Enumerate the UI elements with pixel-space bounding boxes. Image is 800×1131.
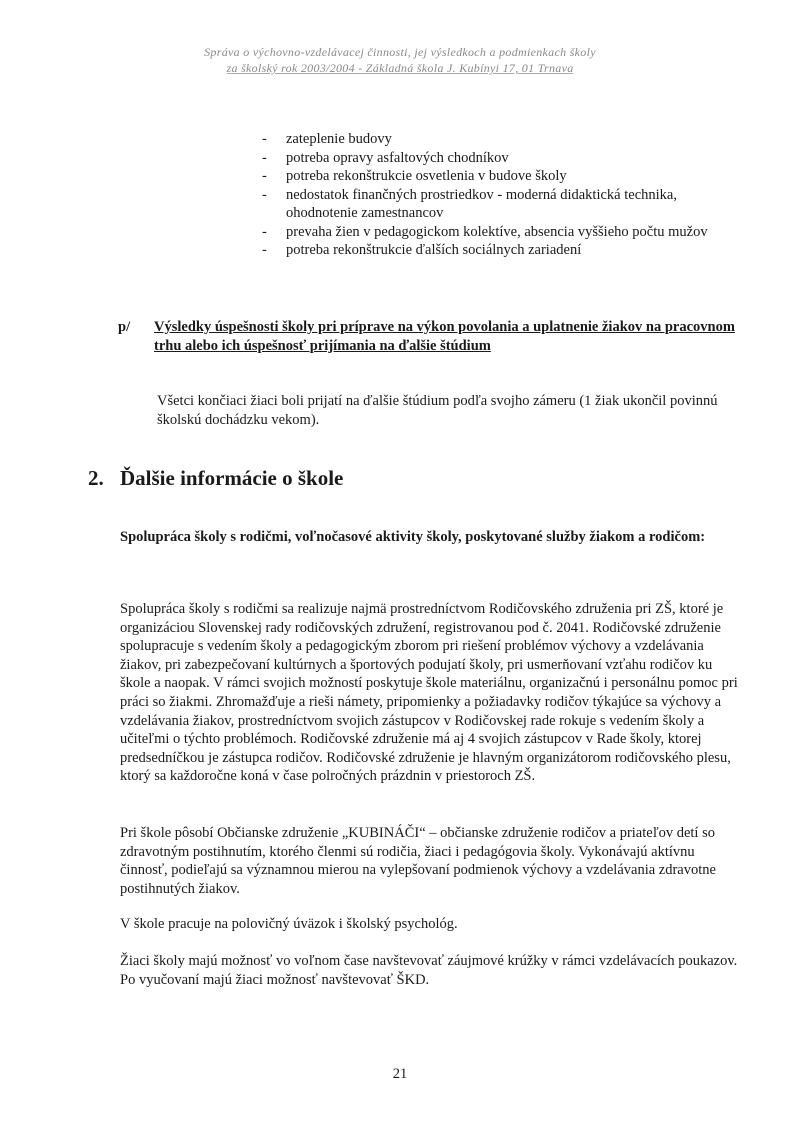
paragraph: Pri škole pôsobí Občianske združenie „KUBINÁČI“ – občianske združenie rodičov a priateľov detí so zdravotným postihnutím, ktorého členmi sú rodičia, žiaci i pedagógovia školy. Vykonávajú aktívnu činnosť, podieľajú sa významnou mierou na vylepšovaní podmienok výchovy a vzdelávania zdravotne postihnutých žiakov. bbox=[120, 825, 716, 897]
list-item: - potreba opravy asfaltových chodníkov bbox=[262, 149, 742, 168]
running-header bbox=[120, 44, 680, 76]
list-item: - potreba rekonštrukcie ďalších sociálnych zariadení bbox=[262, 241, 742, 260]
paragraph: Spolupráca školy s rodičmi sa realizuje najmä prostredníctvom Rodičovského združenia pri ZŠ, ktoré je organizáciou Slovenskej rady rodičovských združení, registrovanou pod č. 2041. Rodičovské združenie spolupracuje s vedením školy a pedagogickým zborom pri riešení problémov výchovy a vzdelávania žiakov, pri zabezpečovaní kultúrnych a športových podujatí školy, pri usmerňovaní vzťahu rodičov ku škole a naopak. V rámci svojich možností poskytuje škole materiálnu, organizačnú i personálnu pomoc pri práci so žiakmi. Zhromažďuje a rieši námety, pripomienky a požiadavky rodičov týkajúce sa výchovy a vzdelávania žiakov, prostredníctvom svojich zástupcov v Rodičovskej rade rokuje s vedením školy a učiteľmi o týchto problémoch. Rodičovské združenie má aj 4 svojich zástupcov v Rade školy, ktorej predsedníčkou je zástupca rodičov. Rodičovské združenie je hlavným organizátorom rodičovského plesu, ktorý sa každoročne koná v čase polročných prázdnin v priestoroch ZŠ. bbox=[120, 601, 738, 785]
list-item: - prevaha žien v pedagogickom kolektíve, absencia vyššieho počtu mužov bbox=[262, 223, 742, 242]
list-item: - potreba rekonštrukcie osvetlenia v budove školy bbox=[262, 167, 742, 186]
chapter-number: 2. bbox=[88, 466, 104, 490]
chapter-title: Ďalšie informácie o škole bbox=[120, 466, 344, 490]
header-line-2: za školský rok 2003/2004 - Základná škola J. Kubínyi 17, 01 Trnava bbox=[226, 61, 574, 75]
subheading: Spolupráca školy s rodičmi, voľnočasové aktivity školy, poskytované služby žiakom a rodičom: bbox=[120, 529, 706, 545]
header-line-1: Správa o výchovno-vzdelávacej činnosti, jej výsledkoch a podmienkach školy bbox=[204, 45, 596, 59]
list-item: - nedostatok finančných prostriedkov - moderná didaktická technika, ohodnotenie zamestnancov bbox=[262, 186, 742, 223]
list-item: - zateplenie budovy bbox=[262, 130, 742, 149]
chapter-heading bbox=[88, 466, 343, 491]
paragraph: Žiaci školy majú možnosť vo voľnom čase navštevovať záujmové krúžky v rámci vzdelávacích poukazov. Po vyučovaní majú žiaci možnosť navštevovať ŠKD. bbox=[120, 953, 738, 988]
section-p-text: Všetci končiaci žiaci boli prijatí na ďalšie štúdium podľa svojho zámeru (1 žiak ukončil povinnú školskú dochádzku vekom). bbox=[157, 393, 718, 428]
section-title: Výsledky úspešnosti školy pri príprave na výkon povolania a uplatnenie žiakov na pracovnom trhu alebo ich úspešnosť prijímania na ďalšie štúdium bbox=[154, 319, 735, 354]
section-marker: p/ bbox=[118, 319, 131, 335]
paragraph: V škole pracuje na polovičný úväzok i školský psychológ. bbox=[120, 916, 458, 932]
page-number: 21 bbox=[392, 1066, 408, 1082]
weakness-list bbox=[262, 130, 742, 260]
